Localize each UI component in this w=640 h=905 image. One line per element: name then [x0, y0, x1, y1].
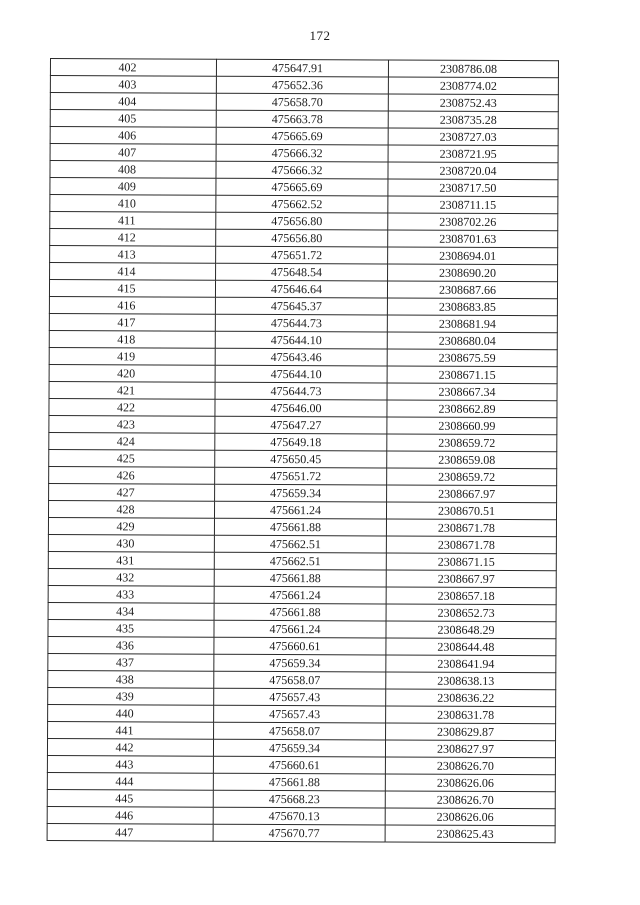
y-coordinate-cell: 2308671.15 — [386, 553, 556, 571]
y-coordinate-cell: 2308659.08 — [387, 451, 557, 469]
table-row — [49, 313, 557, 332]
table-row — [50, 59, 558, 78]
table-row — [49, 381, 557, 400]
y-coordinate-cell: 2308652.73 — [386, 604, 556, 622]
y-coordinate-cell: 2308721.95 — [388, 145, 558, 163]
point-number-cell: 445 — [47, 789, 213, 807]
y-coordinate-cell: 2308641.94 — [386, 655, 556, 673]
table-row — [48, 653, 556, 672]
table-row — [48, 585, 556, 604]
y-coordinate-cell: 2308720.04 — [388, 162, 558, 180]
x-coordinate-cell: 475647.91 — [216, 59, 388, 77]
point-number-cell: 417 — [49, 313, 215, 331]
table-row — [49, 432, 557, 451]
point-number-cell: 419 — [49, 347, 215, 365]
x-coordinate-cell: 475662.52 — [216, 195, 388, 213]
point-number-cell: 405 — [50, 110, 216, 128]
point-number-cell: 439 — [48, 687, 214, 705]
x-coordinate-cell: 475668.23 — [213, 790, 385, 808]
y-coordinate-cell: 2308680.04 — [387, 332, 557, 350]
y-coordinate-cell: 2308662.89 — [387, 400, 557, 418]
table-row — [49, 449, 557, 468]
point-number-cell: 429 — [48, 517, 214, 535]
point-number-cell: 421 — [49, 381, 215, 399]
x-coordinate-cell: 475651.72 — [215, 467, 387, 485]
y-coordinate-cell: 2308626.70 — [385, 791, 555, 809]
y-coordinate-cell: 2308735.28 — [388, 111, 558, 129]
y-coordinate-cell: 2308667.97 — [386, 570, 556, 588]
y-coordinate-cell: 2308627.97 — [385, 740, 555, 758]
point-number-cell: 426 — [49, 466, 215, 484]
table-row — [49, 347, 557, 366]
x-coordinate-cell: 475660.61 — [213, 756, 385, 774]
y-coordinate-cell: 2308752.43 — [388, 94, 558, 112]
x-coordinate-cell: 475657.43 — [214, 688, 386, 706]
y-coordinate-cell: 2308660.99 — [387, 417, 557, 435]
x-coordinate-cell: 475666.32 — [216, 144, 388, 162]
point-number-cell: 425 — [49, 449, 215, 467]
x-coordinate-cell: 475661.88 — [214, 569, 386, 587]
x-coordinate-cell: 475646.00 — [215, 399, 387, 417]
y-coordinate-cell: 2308648.29 — [386, 621, 556, 639]
table-row — [48, 568, 556, 587]
y-coordinate-cell: 2308683.85 — [387, 298, 557, 316]
point-number-cell: 447 — [47, 823, 213, 841]
point-number-cell: 441 — [48, 721, 214, 739]
table-row — [49, 415, 557, 434]
point-number-cell: 402 — [50, 59, 216, 77]
x-coordinate-cell: 475661.88 — [214, 518, 386, 536]
table-row — [49, 330, 557, 349]
point-number-cell: 403 — [50, 76, 216, 94]
table-row — [47, 755, 555, 774]
coordinates-table-body — [47, 59, 558, 843]
table-row — [48, 534, 556, 553]
y-coordinate-cell: 2308671.78 — [386, 519, 556, 537]
x-coordinate-cell: 475644.73 — [215, 314, 387, 332]
table-row — [48, 619, 556, 638]
point-number-cell: 435 — [48, 619, 214, 637]
coordinates-table — [47, 58, 559, 843]
point-number-cell: 431 — [48, 551, 214, 569]
y-coordinate-cell: 2308670.51 — [386, 502, 556, 520]
x-coordinate-cell: 475665.69 — [216, 178, 388, 196]
point-number-cell: 404 — [50, 93, 216, 111]
table-row — [49, 280, 557, 299]
point-number-cell: 408 — [50, 161, 216, 179]
table-row — [50, 178, 558, 197]
point-number-cell: 420 — [49, 364, 215, 382]
y-coordinate-cell: 2308667.34 — [387, 383, 557, 401]
point-number-cell: 418 — [49, 330, 215, 348]
x-coordinate-cell: 475649.18 — [215, 433, 387, 451]
table-row — [48, 670, 556, 689]
x-coordinate-cell: 475650.45 — [215, 450, 387, 468]
table-row — [47, 823, 555, 842]
table-row — [50, 246, 558, 265]
point-number-cell: 407 — [50, 144, 216, 162]
y-coordinate-cell: 2308644.48 — [386, 638, 556, 656]
x-coordinate-cell: 475670.13 — [213, 807, 385, 825]
point-number-cell: 436 — [48, 636, 214, 654]
table-row — [48, 517, 556, 536]
y-coordinate-cell: 2308727.03 — [388, 128, 558, 146]
x-coordinate-cell: 475663.78 — [216, 110, 388, 128]
y-coordinate-cell: 2308629.87 — [386, 723, 556, 741]
point-number-cell: 427 — [49, 483, 215, 501]
point-number-cell: 410 — [50, 195, 216, 213]
x-coordinate-cell: 475661.24 — [214, 501, 386, 519]
table-row — [47, 772, 555, 791]
y-coordinate-cell: 2308659.72 — [387, 434, 557, 452]
x-coordinate-cell: 475662.51 — [214, 535, 386, 553]
point-number-cell: 434 — [48, 602, 214, 620]
x-coordinate-cell: 475661.88 — [214, 603, 386, 621]
x-coordinate-cell: 475645.37 — [215, 297, 387, 315]
x-coordinate-cell: 475646.64 — [215, 280, 387, 298]
point-number-cell: 412 — [50, 229, 216, 247]
x-coordinate-cell: 475652.36 — [216, 76, 388, 94]
x-coordinate-cell: 475665.69 — [216, 127, 388, 145]
table-row — [50, 195, 558, 214]
y-coordinate-cell: 2308711.15 — [388, 196, 558, 214]
x-coordinate-cell: 475660.61 — [214, 637, 386, 655]
x-coordinate-cell: 475658.07 — [214, 722, 386, 740]
y-coordinate-cell: 2308626.70 — [385, 757, 555, 775]
x-coordinate-cell: 475657.43 — [214, 705, 386, 723]
point-number-cell: 411 — [50, 212, 216, 230]
x-coordinate-cell: 475643.46 — [215, 348, 387, 366]
y-coordinate-cell: 2308667.97 — [387, 485, 557, 503]
y-coordinate-cell: 2308786.08 — [388, 60, 558, 78]
point-number-cell: 416 — [49, 296, 215, 314]
y-coordinate-cell: 2308681.94 — [387, 315, 557, 333]
y-coordinate-cell: 2308626.06 — [385, 808, 555, 826]
table-row — [47, 738, 555, 757]
y-coordinate-cell: 2308694.01 — [388, 247, 558, 265]
y-coordinate-cell: 2308701.63 — [388, 230, 558, 248]
y-coordinate-cell: 2308690.20 — [388, 264, 558, 282]
x-coordinate-cell: 475656.80 — [216, 229, 388, 247]
x-coordinate-cell: 475662.51 — [214, 552, 386, 570]
point-number-cell: 430 — [48, 534, 214, 552]
x-coordinate-cell: 475647.27 — [215, 416, 387, 434]
y-coordinate-cell: 2308687.66 — [387, 281, 557, 299]
point-number-cell: 428 — [48, 500, 214, 518]
table-row — [49, 466, 557, 485]
y-coordinate-cell: 2308659.72 — [387, 468, 557, 486]
x-coordinate-cell: 475670.77 — [213, 824, 385, 842]
table-row — [49, 364, 557, 383]
x-coordinate-cell: 475661.24 — [214, 586, 386, 604]
point-number-cell: 414 — [50, 263, 216, 281]
y-coordinate-cell: 2308671.78 — [386, 536, 556, 554]
table-row — [50, 263, 558, 282]
table-row — [48, 551, 556, 570]
x-coordinate-cell: 475644.10 — [215, 331, 387, 349]
x-coordinate-cell: 475659.34 — [215, 484, 387, 502]
table-row — [50, 212, 558, 231]
point-number-cell: 409 — [50, 178, 216, 196]
table-row — [50, 110, 558, 129]
table-row — [50, 76, 558, 95]
point-number-cell: 443 — [47, 755, 213, 773]
x-coordinate-cell: 475658.70 — [216, 93, 388, 111]
y-coordinate-cell: 2308625.43 — [385, 825, 555, 843]
point-number-cell: 432 — [48, 568, 214, 586]
table-row — [47, 789, 555, 808]
y-coordinate-cell: 2308638.13 — [386, 672, 556, 690]
x-coordinate-cell: 475661.24 — [214, 620, 386, 638]
y-coordinate-cell: 2308657.18 — [386, 587, 556, 605]
table-row — [50, 161, 558, 180]
y-coordinate-cell: 2308774.02 — [388, 77, 558, 95]
table-row — [49, 296, 557, 315]
y-coordinate-cell: 2308675.59 — [387, 349, 557, 367]
x-coordinate-cell: 475644.73 — [215, 382, 387, 400]
x-coordinate-cell: 475651.72 — [216, 246, 388, 264]
page-number: 172 — [309, 28, 331, 43]
point-number-cell: 406 — [50, 127, 216, 145]
point-number-cell: 440 — [48, 704, 214, 722]
point-number-cell: 433 — [48, 585, 214, 603]
table-row — [48, 721, 556, 740]
point-number-cell: 423 — [49, 415, 215, 433]
x-coordinate-cell: 475644.10 — [215, 365, 387, 383]
table-row — [48, 704, 556, 723]
x-coordinate-cell: 475656.80 — [216, 212, 388, 230]
y-coordinate-cell: 2308636.22 — [386, 689, 556, 707]
y-coordinate-cell: 2308626.06 — [385, 774, 555, 792]
table-row — [48, 500, 556, 519]
table-row — [49, 483, 557, 502]
x-coordinate-cell: 475648.54 — [216, 263, 388, 281]
table-row — [50, 144, 558, 163]
point-number-cell: 415 — [49, 280, 215, 298]
table-row — [50, 229, 558, 248]
table-row — [50, 93, 558, 112]
x-coordinate-cell: 475661.88 — [213, 773, 385, 791]
point-number-cell: 422 — [49, 398, 215, 416]
table-row — [48, 602, 556, 621]
x-coordinate-cell: 475659.34 — [214, 654, 386, 672]
y-coordinate-cell: 2308671.15 — [387, 366, 557, 384]
y-coordinate-cell: 2308702.26 — [388, 213, 558, 231]
y-coordinate-cell: 2308631.78 — [386, 706, 556, 724]
x-coordinate-cell: 475659.34 — [213, 739, 385, 757]
point-number-cell: 438 — [48, 670, 214, 688]
table-row — [48, 687, 556, 706]
point-number-cell: 446 — [47, 806, 213, 824]
x-coordinate-cell: 475658.07 — [214, 671, 386, 689]
point-number-cell: 424 — [49, 432, 215, 450]
table-row — [50, 127, 558, 146]
x-coordinate-cell: 475666.32 — [216, 161, 388, 179]
point-number-cell: 437 — [48, 653, 214, 671]
y-coordinate-cell: 2308717.50 — [388, 179, 558, 197]
table-row — [48, 636, 556, 655]
point-number-cell: 413 — [50, 246, 216, 264]
point-number-cell: 442 — [47, 738, 213, 756]
table-row — [47, 806, 555, 825]
point-number-cell: 444 — [47, 772, 213, 790]
table-row — [49, 398, 557, 417]
